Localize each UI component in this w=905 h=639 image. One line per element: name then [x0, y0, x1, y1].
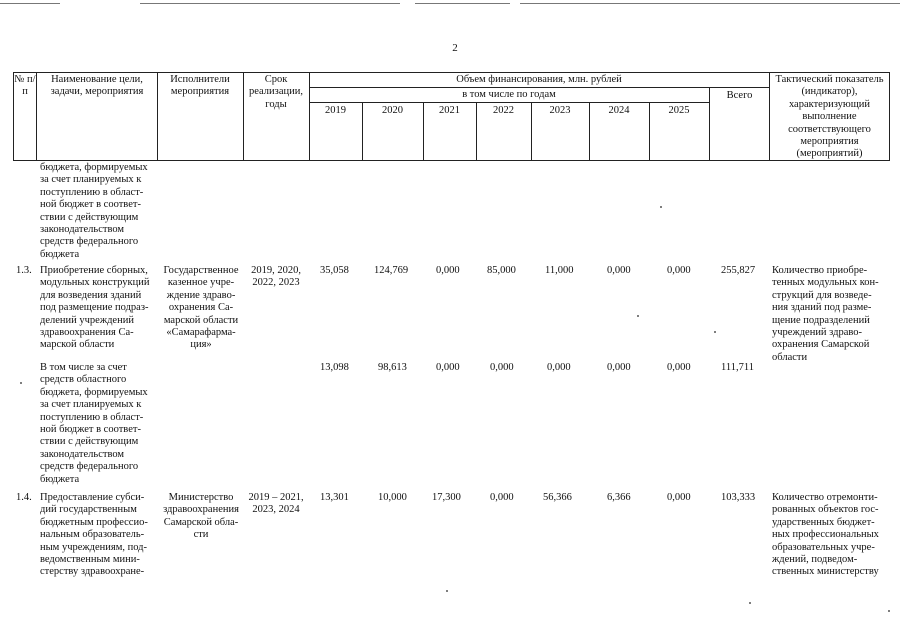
header-col-indicator: Тактический показатель (индикатор), характеризующий выполнение соответствующего мероприятия (мероприятий)	[775, 74, 884, 160]
row-1-3-value-2024: 0,000	[607, 265, 631, 276]
row-1-3-sub-value-2020: 98,613	[378, 362, 407, 373]
header-year-2020: 2020	[382, 105, 403, 116]
row-1-3-term: 2019, 2020, 2022, 2023	[251, 265, 301, 289]
row-1-4-indicator: Количество отремонти- рованных объектов гос- ударственных бюджет- ных профессиональных образовательных учре- ждений, подведом- ственных министерству	[772, 492, 879, 578]
row-1-4-executors: Министерство здравоохранения Самарской обла- сти	[163, 492, 239, 541]
header-year-2023: 2023	[549, 105, 571, 116]
scan-speck	[749, 602, 751, 604]
row-continuation-name: бюджета, формируемых за счет планируемых к поступлению в област- ной бюджет в соответ- ствии с действующим законодательством средств федерального бюджета	[40, 162, 148, 260]
header-col-executors: Исполнители мероприятия	[170, 74, 230, 98]
header-col-no: № п/п	[14, 74, 36, 98]
row-1-3-sub-value-2024: 0,000	[607, 362, 631, 373]
row-1-3-name: Приобретение сборных, модульных конструкций для возведения зданий под размещение подраз- делений учреждений здравоохранения Са- марской области	[40, 265, 150, 351]
scan-artifact-line	[520, 3, 900, 4]
row-1-3-sub-value-2023: 0,000	[547, 362, 571, 373]
row-1-3-value-2023: 11,000	[545, 265, 574, 276]
row-1-3-total: 255,827	[721, 265, 756, 276]
row-1-3-no: 1.3.	[16, 265, 32, 276]
row-1-3-value-2020: 124,769	[374, 265, 409, 276]
row-1-4-no: 1.4.	[16, 492, 32, 503]
row-1-3-executors: Государственное казенное учре- ждение здраво- охранения Са- марской области «Самарафарма- ция»	[163, 265, 239, 351]
row-1-4-value-2020: 10,000	[378, 492, 407, 503]
scan-speck	[20, 382, 22, 384]
table-right-border	[889, 72, 890, 161]
header-year-2022: 2022	[493, 105, 514, 116]
scan-artifact-line	[140, 3, 400, 4]
header-col-name: Наименование цели, задачи, мероприятия	[50, 74, 144, 98]
scan-speck	[660, 206, 662, 208]
row-1-3-value-2022: 85,000	[487, 265, 516, 276]
col-divider-executors	[243, 72, 244, 161]
header-col-total: Всего	[726, 90, 753, 101]
row-1-3-sub-name: В том числе за счет средств областного бюджета, формируемых за счет планируемых к поступлению в област- ной бюджет в соответ- ствии с действующим законодательством средств федерального бюджета	[40, 362, 148, 485]
table-top-border	[13, 72, 890, 73]
scan-artifact-line	[0, 3, 60, 4]
funding-subheader-line	[309, 87, 769, 88]
row-1-4-term: 2019 – 2021, 2023, 2024	[248, 492, 304, 516]
row-1-4-name: Предоставление субси- дий государственным бюджетным профессио- нальным образователь- ным учреждениям, под- ведомственным мини- стерству здравоохране-	[40, 492, 148, 578]
header-col-funding: Объем финансирования, млн. рублей	[456, 74, 622, 85]
scan-speck	[637, 315, 639, 317]
col-divider-funding	[769, 72, 770, 161]
header-year-2025: 2025	[668, 105, 690, 116]
scan-speck	[446, 590, 448, 592]
row-1-3-indicator: Количество приобре- тенных модульных кон- струкций для возведе- ния зданий под разме- щение подразделений учреждений здраво- охранения Самарской области	[772, 265, 879, 363]
row-1-4-value-2022: 0,000	[490, 492, 514, 503]
header-year-2021: 2021	[439, 105, 460, 116]
row-1-4-value-2025: 0,000	[667, 492, 691, 503]
row-1-3-value-2019: 35,058	[320, 265, 349, 276]
header-year-2019: 2019	[325, 105, 346, 116]
col-divider-name	[157, 72, 158, 161]
scan-artifact-line	[415, 3, 510, 4]
col-divider-no	[36, 72, 37, 161]
row-1-4-value-2021: 17,300	[432, 492, 461, 503]
scan-speck	[888, 610, 890, 612]
header-col-term: Срок реализации, годы	[249, 74, 303, 110]
row-1-3-sub-value-2021: 0,000	[436, 362, 460, 373]
header-bottom-border	[13, 160, 890, 161]
row-1-3-sub-value-2022: 0,000	[490, 362, 514, 373]
row-1-4-value-2023: 56,366	[543, 492, 572, 503]
row-1-3-sub-value-2019: 13,098	[320, 362, 349, 373]
row-1-4-value-2024: 6,366	[607, 492, 631, 503]
row-1-4-value-2019: 13,301	[320, 492, 349, 503]
header-year-2024: 2024	[608, 105, 630, 116]
header-col-including-years: в том числе по годам	[462, 89, 556, 100]
row-1-3-value-2025: 0,000	[667, 265, 691, 276]
page-number: 2	[452, 42, 458, 54]
scan-speck	[714, 331, 716, 333]
row-1-3-sub-value-2025: 0,000	[667, 362, 691, 373]
row-1-3-value-2021: 0,000	[436, 265, 460, 276]
row-1-3-sub-total: 111,711	[721, 362, 754, 373]
row-1-4-total: 103,333	[721, 492, 756, 503]
